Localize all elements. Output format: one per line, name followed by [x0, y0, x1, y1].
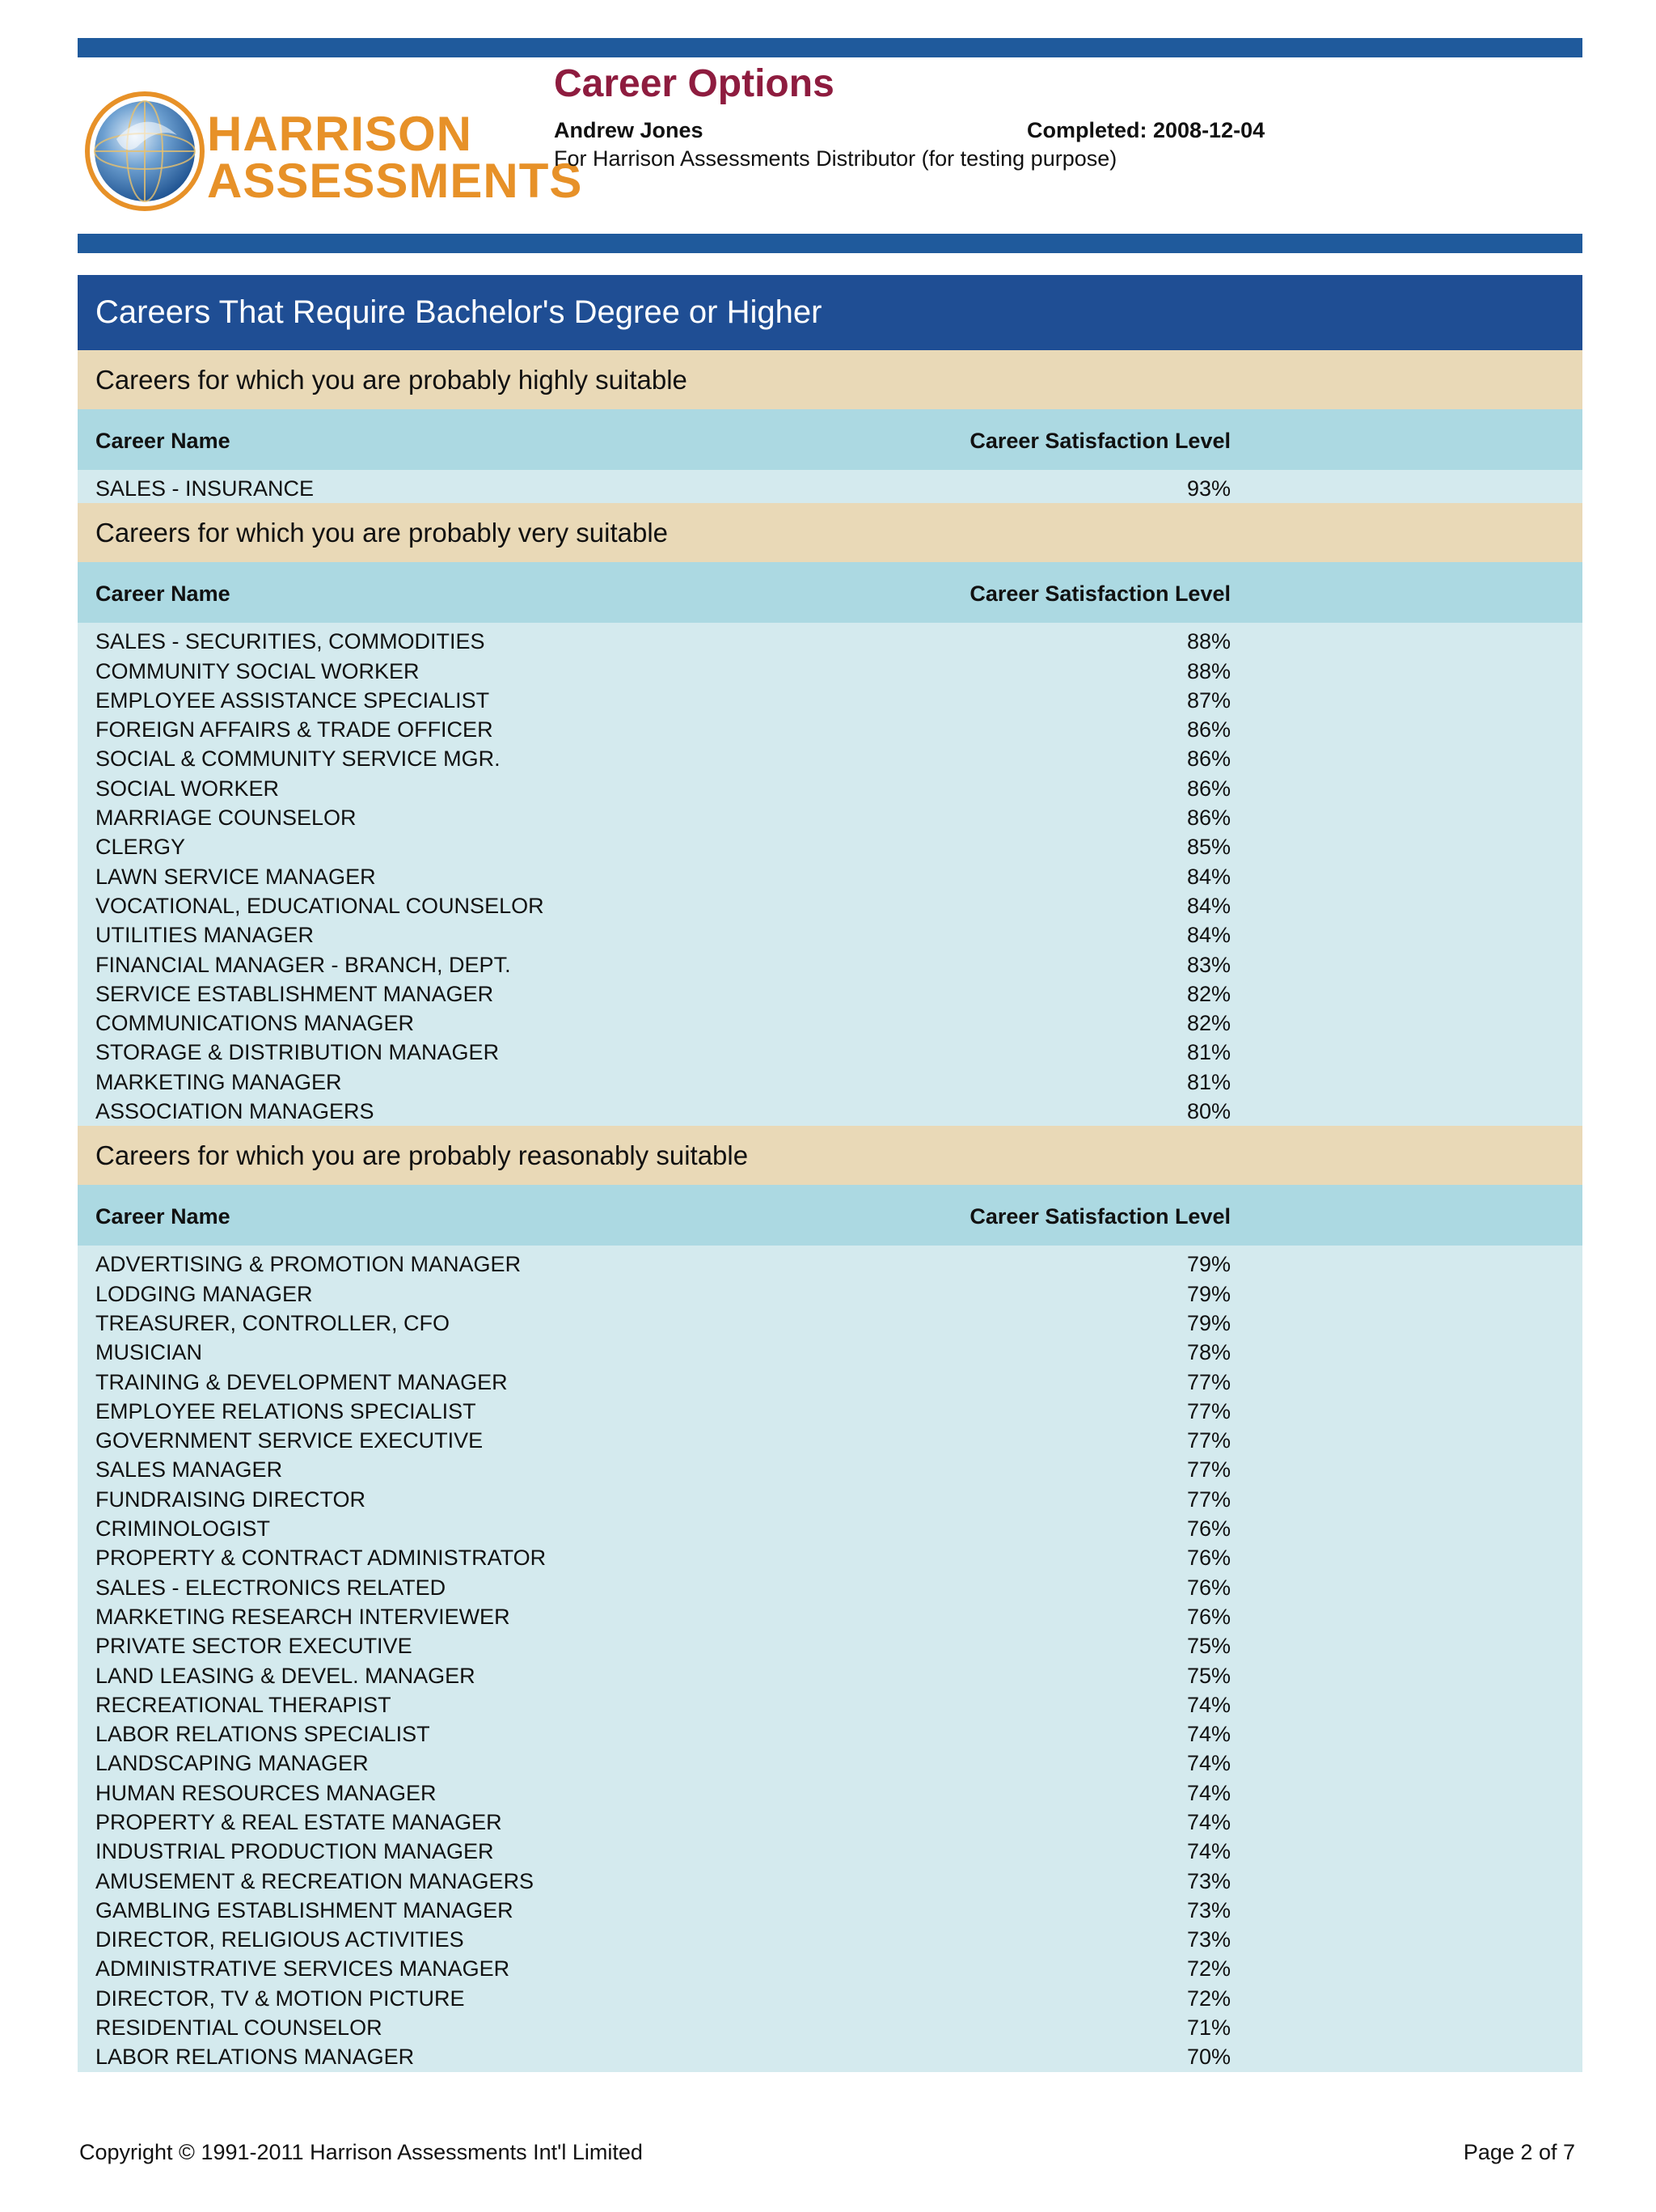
table-row [78, 1455, 1582, 1484]
satisfaction-level-cell: 74% [1186, 1722, 1231, 1747]
satisfaction-level-cell: 79% [1186, 1252, 1231, 1277]
column-header-career-name: Career Name [95, 1204, 230, 1229]
table-row [78, 1397, 1582, 1426]
satisfaction-level-cell: 76% [1186, 1546, 1231, 1571]
table-row [78, 1368, 1582, 1397]
satisfaction-level-cell: 86% [1186, 717, 1231, 742]
column-header-career-name: Career Name [95, 582, 230, 607]
satisfaction-level-cell: 86% [1186, 806, 1231, 831]
table-row [78, 1279, 1582, 1309]
career-name-cell: FINANCIAL MANAGER - BRANCH, DEPT. [95, 952, 511, 977]
globe-logo-icon [84, 91, 205, 212]
header-top-band [78, 38, 1582, 57]
table-row [78, 1485, 1582, 1514]
satisfaction-level-cell: 84% [1186, 893, 1231, 918]
satisfaction-level-cell: 74% [1186, 1839, 1231, 1864]
satisfaction-level-cell: 79% [1186, 1310, 1231, 1335]
header-bottom-band [78, 234, 1582, 253]
table-row [78, 1661, 1582, 1690]
satisfaction-level-cell: 86% [1186, 746, 1231, 772]
satisfaction-level-cell: 93% [1186, 476, 1231, 501]
satisfaction-level-cell: 80% [1186, 1099, 1231, 1124]
career-name-cell: LODGING MANAGER [95, 1281, 313, 1306]
group-rows [78, 623, 1582, 1126]
table-row [78, 862, 1582, 891]
career-name-cell: FUNDRAISING DIRECTOR [95, 1487, 366, 1512]
satisfaction-level-cell: 77% [1186, 1428, 1231, 1453]
career-name-cell: FOREIGN AFFAIRS & TRADE OFFICER [95, 717, 493, 742]
satisfaction-level-cell: 72% [1186, 1986, 1231, 2011]
table-row [78, 1009, 1582, 1038]
table-row [78, 1068, 1582, 1097]
career-name-cell: HUMAN RESOURCES MANAGER [95, 1780, 437, 1805]
satisfaction-level-cell: 76% [1186, 1575, 1231, 1600]
career-name-cell: ASSOCIATION MANAGERS [95, 1099, 374, 1124]
satisfaction-level-cell: 81% [1186, 1069, 1231, 1094]
table-row [78, 1749, 1582, 1778]
group-rows [78, 470, 1582, 503]
table-row [78, 1250, 1582, 1279]
career-name-cell: INDUSTRIAL PRODUCTION MANAGER [95, 1839, 494, 1864]
table-row [78, 1543, 1582, 1572]
table-row [78, 774, 1582, 803]
table-row [78, 891, 1582, 920]
table-row [78, 1808, 1582, 1837]
satisfaction-level-cell: 79% [1186, 1281, 1231, 1306]
career-name-cell: SALES - INSURANCE [95, 476, 315, 501]
table-row [78, 474, 1582, 503]
satisfaction-level-cell: 77% [1186, 1457, 1231, 1482]
career-name-cell: LANDSCAPING MANAGER [95, 1751, 369, 1776]
career-name-cell: SOCIAL WORKER [95, 776, 280, 801]
satisfaction-level-cell: 82% [1186, 1011, 1231, 1036]
career-name-cell: EMPLOYEE ASSISTANCE SPECIALIST [95, 687, 490, 713]
satisfaction-level-cell: 75% [1186, 1663, 1231, 1688]
satisfaction-level-cell: 74% [1186, 1809, 1231, 1834]
table-row [78, 686, 1582, 715]
page-title: Career Options [554, 62, 834, 105]
table-row [78, 1514, 1582, 1543]
table-row [78, 744, 1582, 773]
satisfaction-level-cell: 88% [1186, 658, 1231, 683]
satisfaction-level-cell: 81% [1186, 1040, 1231, 1065]
logo-wordmark-line2: ASSESSMENTS [207, 154, 583, 208]
career-name-cell: ADMINISTRATIVE SERVICES MANAGER [95, 1956, 510, 1981]
satisfaction-level-cell: 71% [1186, 2015, 1231, 2041]
career-name-cell: MARKETING MANAGER [95, 1069, 342, 1094]
career-name-cell: SALES - SECURITIES, COMMODITIES [95, 629, 485, 654]
section-heading: Careers That Require Bachelor's Degree or Higher [78, 275, 1582, 350]
career-name-cell: RESIDENTIAL COUNSELOR [95, 2015, 382, 2041]
satisfaction-level-cell: 73% [1186, 1927, 1231, 1952]
satisfaction-level-cell: 84% [1186, 864, 1231, 889]
column-header-row [78, 409, 1582, 470]
career-name-cell: UTILITIES MANAGER [95, 923, 315, 948]
table-row [78, 1602, 1582, 1631]
career-name-cell: SERVICE ESTABLISHMENT MANAGER [95, 981, 494, 1006]
career-name-cell: LABOR RELATIONS MANAGER [95, 2045, 415, 2070]
satisfaction-level-cell: 74% [1186, 1751, 1231, 1776]
table-row [78, 832, 1582, 861]
person-name: Andrew Jones [554, 118, 703, 142]
table-row [78, 1925, 1582, 1954]
footer-copyright: Copyright © 1991-2011 Harrison Assessments Int'l Limited [79, 2140, 643, 2164]
satisfaction-level-cell: 87% [1186, 687, 1231, 713]
career-name-cell: STORAGE & DISTRIBUTION MANAGER [95, 1040, 500, 1065]
footer-page-number: Page 2 of 7 [1463, 2140, 1575, 2164]
career-name-cell: TREASURER, CONTROLLER, CFO [95, 1310, 450, 1335]
career-name-cell: LABOR RELATIONS SPECIALIST [95, 1722, 430, 1747]
table-row [78, 1896, 1582, 1925]
career-name-cell: VOCATIONAL, EDUCATIONAL COUNSELOR [95, 893, 544, 918]
career-name-cell: GOVERNMENT SERVICE EXECUTIVE [95, 1428, 484, 1453]
harrison-assessments-logo [84, 91, 583, 212]
satisfaction-level-cell: 77% [1186, 1369, 1231, 1394]
career-name-cell: SALES MANAGER [95, 1457, 283, 1482]
column-header-satisfaction-level: Career Satisfaction Level [970, 1204, 1231, 1229]
table-row [78, 2013, 1582, 2042]
logo-wordmark-line1: HARRISON [207, 107, 473, 161]
satisfaction-level-cell: 85% [1186, 835, 1231, 860]
career-name-cell: CRIMINOLOGIST [95, 1516, 271, 1542]
satisfaction-level-cell: 76% [1186, 1604, 1231, 1629]
table-row [78, 1719, 1582, 1749]
table-row [78, 1097, 1582, 1126]
career-name-cell: COMMUNITY SOCIAL WORKER [95, 658, 420, 683]
career-name-cell: DIRECTOR, RELIGIOUS ACTIVITIES [95, 1927, 464, 1952]
satisfaction-level-cell: 75% [1186, 1634, 1231, 1659]
table-row [78, 657, 1582, 686]
career-name-cell: LAND LEASING & DEVEL. MANAGER [95, 1663, 475, 1688]
group-heading-highly-suitable: Careers for which you are probably highly suitable [78, 350, 1582, 409]
table-row [78, 1837, 1582, 1866]
table-row [78, 1631, 1582, 1660]
satisfaction-level-cell: 74% [1186, 1780, 1231, 1805]
career-name-cell: SALES - ELECTRONICS RELATED [95, 1575, 446, 1600]
table-row [78, 1867, 1582, 1896]
career-name-cell: RECREATIONAL THERAPIST [95, 1692, 391, 1717]
table-row [78, 1038, 1582, 1067]
satisfaction-level-cell: 88% [1186, 629, 1231, 654]
career-name-cell: PRIVATE SECTOR EXECUTIVE [95, 1634, 412, 1659]
table-row [78, 627, 1582, 656]
table-row [78, 950, 1582, 979]
career-name-cell: AMUSEMENT & RECREATION MANAGERS [95, 1868, 534, 1893]
satisfaction-level-cell: 77% [1186, 1398, 1231, 1423]
career-name-cell: ADVERTISING & PROMOTION MANAGER [95, 1252, 522, 1277]
satisfaction-level-cell: 74% [1186, 1692, 1231, 1717]
column-header-career-name: Career Name [95, 429, 230, 453]
career-name-cell: CLERGY [95, 835, 186, 860]
report-subtitle: For Harrison Assessments Distributor (for testing purpose) [554, 146, 1117, 171]
career-name-cell: MARKETING RESEARCH INTERVIEWER [95, 1604, 510, 1629]
column-header-satisfaction-level: Career Satisfaction Level [970, 582, 1231, 607]
satisfaction-level-cell: 76% [1186, 1516, 1231, 1542]
career-name-cell: PROPERTY & REAL ESTATE MANAGER [95, 1809, 502, 1834]
table-row [78, 1573, 1582, 1602]
table-row [78, 920, 1582, 950]
satisfaction-level-cell: 73% [1186, 1897, 1231, 1922]
satisfaction-level-cell: 86% [1186, 776, 1231, 801]
satisfaction-level-cell: 77% [1186, 1487, 1231, 1512]
table-row [78, 1984, 1582, 2013]
satisfaction-level-cell: 70% [1186, 2045, 1231, 2070]
group-heading-reasonably-suitable: Careers for which you are probably reasonably suitable [78, 1126, 1582, 1185]
career-name-cell: LAWN SERVICE MANAGER [95, 864, 376, 889]
table-row [78, 803, 1582, 832]
career-name-cell: SOCIAL & COMMUNITY SERVICE MGR. [95, 746, 501, 772]
group-heading-very-suitable: Careers for which you are probably very suitable [78, 503, 1582, 562]
career-name-cell: EMPLOYEE RELATIONS SPECIALIST [95, 1398, 476, 1423]
column-header-row [78, 562, 1582, 623]
career-name-cell: DIRECTOR, TV & MOTION PICTURE [95, 1986, 465, 2011]
career-name-cell: PROPERTY & CONTRACT ADMINISTRATOR [95, 1546, 547, 1571]
career-name-cell: MUSICIAN [95, 1340, 203, 1365]
column-header-row [78, 1185, 1582, 1246]
table-row [78, 1954, 1582, 1983]
completed-date: Completed: 2008-12-04 [1027, 118, 1265, 142]
column-header-satisfaction-level: Career Satisfaction Level [970, 429, 1231, 453]
table-row [78, 1338, 1582, 1367]
satisfaction-level-cell: 82% [1186, 981, 1231, 1006]
career-name-cell: TRAINING & DEVELOPMENT MANAGER [95, 1369, 508, 1394]
group-rows [78, 1246, 1582, 2071]
satisfaction-level-cell: 83% [1186, 952, 1231, 977]
table-row [78, 1426, 1582, 1455]
table-row [78, 1690, 1582, 1719]
table-row [78, 979, 1582, 1009]
career-table [78, 275, 1582, 2072]
career-name-cell: MARRIAGE COUNSELOR [95, 806, 357, 831]
table-row [78, 2042, 1582, 2071]
table-row [78, 1309, 1582, 1338]
satisfaction-level-cell: 84% [1186, 923, 1231, 948]
career-name-cell: GAMBLING ESTABLISHMENT MANAGER [95, 1897, 513, 1922]
satisfaction-level-cell: 72% [1186, 1956, 1231, 1981]
table-row [78, 1778, 1582, 1808]
table-row [78, 715, 1582, 744]
career-name-cell: COMMUNICATIONS MANAGER [95, 1011, 415, 1036]
satisfaction-level-cell: 73% [1186, 1868, 1231, 1893]
satisfaction-level-cell: 78% [1186, 1340, 1231, 1365]
